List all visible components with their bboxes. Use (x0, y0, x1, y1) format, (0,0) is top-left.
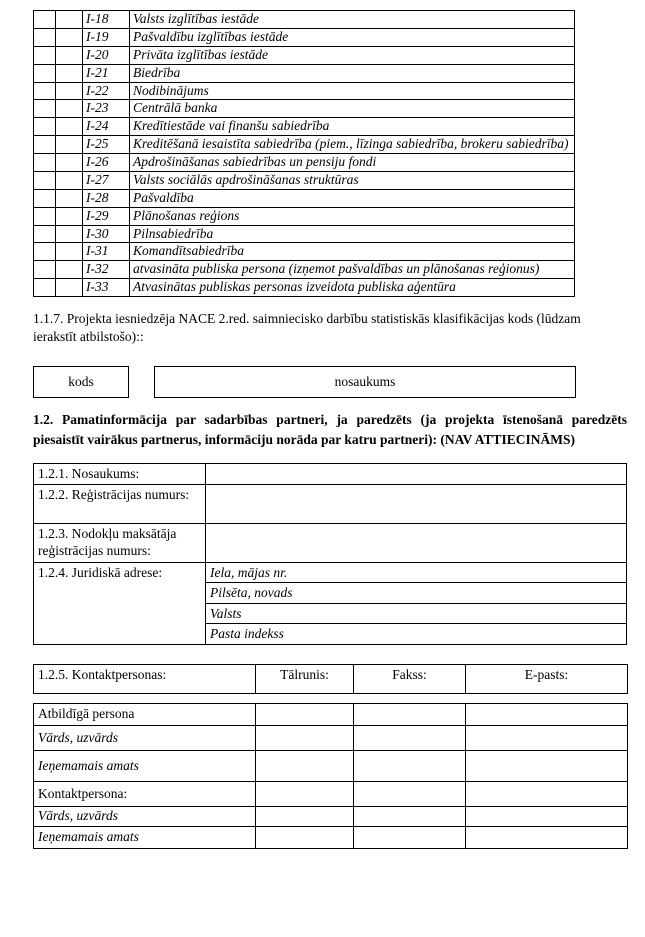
label-cell: Pilnsabiedrība (130, 225, 575, 243)
checkbox-cell[interactable] (34, 243, 56, 261)
table-row (34, 826, 628, 848)
input-cell[interactable] (256, 725, 354, 750)
checkbox-cell[interactable] (34, 154, 56, 172)
code-cell: I-26 (83, 154, 130, 172)
table-row (34, 100, 575, 118)
table-row (34, 261, 575, 279)
label-cell: Atvasinātas publiskas personas izveidota publiska aģentūra (130, 279, 575, 297)
row-label-vards-uzvards: Vārds, uzvārds (34, 725, 256, 750)
institution-type-table (33, 10, 575, 297)
header-epasts: E-pasts: (466, 664, 628, 693)
table-row (34, 64, 575, 82)
code-cell: I-33 (83, 279, 130, 297)
checkbox-cell[interactable] (34, 171, 56, 189)
checkbox-cell[interactable] (34, 189, 56, 207)
checkbox-cell[interactable] (56, 118, 83, 136)
checkbox-cell[interactable] (34, 11, 56, 29)
address-sublabel-iela[interactable]: Iela, mājas nr. (206, 562, 627, 583)
checkbox-cell[interactable] (56, 136, 83, 154)
address-sublabel-valsts[interactable]: Valsts (206, 603, 627, 624)
checkbox-cell[interactable] (56, 46, 83, 64)
nace-code-paragraph: 1.1.7. Projekta iesniedzēja NACE 2.red. saimniecisko darbību statistiskās klasifikācijas kods (lūdzam ierakstīt atbilstošo):: (33, 311, 581, 344)
code-cell: I-20 (83, 46, 130, 64)
nace-code-boxes (33, 366, 627, 398)
checkbox-cell[interactable] (56, 64, 83, 82)
kods-box[interactable] (33, 366, 129, 398)
field-label-juridiska-adrese: 1.2.4. Juridiskā adrese: (34, 562, 206, 644)
contacts-body-table (33, 703, 628, 849)
input-cell[interactable] (206, 484, 627, 523)
table-row (34, 781, 628, 806)
code-cell: I-27 (83, 171, 130, 189)
table-row (34, 82, 575, 100)
checkbox-cell[interactable] (56, 189, 83, 207)
table-row (34, 664, 628, 693)
input-cell[interactable] (206, 523, 627, 562)
table-row (34, 118, 575, 136)
table-row (34, 703, 628, 725)
label-cell: Pašvaldība (130, 189, 575, 207)
input-cell[interactable] (354, 781, 466, 806)
label-cell: atvasināta publiska persona (izņemot pašvaldības un plānošanas reģionus) (130, 261, 575, 279)
checkbox-cell[interactable] (56, 207, 83, 225)
table-row (34, 136, 575, 154)
kods-label: kods (68, 374, 94, 390)
table-row (34, 154, 575, 172)
label-cell: Plānošanas reģions (130, 207, 575, 225)
row-label-atbildiga-persona: Atbildīgā persona (34, 703, 256, 725)
checkbox-cell[interactable] (34, 136, 56, 154)
table-row (34, 463, 627, 484)
input-cell[interactable] (256, 750, 354, 781)
header-fakss: Fakss: (354, 664, 466, 693)
section-12-heading: 1.2. Pamatinformācija par sadarbības partneri, ja paredzēts (ja projekta īstenošanā paredzēts piesaistīt vairākus partnerus, informāciju norāda par katru partneri): (NAV ATTIECINĀMS) (33, 412, 627, 447)
row-label-kontaktpersona: Kontaktpersona: (34, 781, 256, 806)
label-cell: Privāta izglītības iestāde (130, 46, 575, 64)
label-cell: Centrālā banka (130, 100, 575, 118)
checkbox-cell[interactable] (56, 154, 83, 172)
table-row (34, 189, 575, 207)
input-cell[interactable] (256, 826, 354, 848)
header-talrunis: Tālrunis: (256, 664, 354, 693)
label-cell: Pašvaldību izglītības iestāde (130, 28, 575, 46)
input-cell[interactable] (354, 826, 466, 848)
code-cell: I-23 (83, 100, 130, 118)
code-cell: I-19 (83, 28, 130, 46)
label-cell: Apdrošināšanas sabiedrības un pensiju fondi (130, 154, 575, 172)
table-row (34, 725, 628, 750)
input-cell[interactable] (354, 806, 466, 826)
header-kontaktpersonas: 1.2.5. Kontaktpersonas: (34, 664, 256, 693)
checkbox-cell[interactable] (34, 82, 56, 100)
checkbox-cell[interactable] (56, 11, 83, 29)
checkbox-cell[interactable] (34, 279, 56, 297)
checkbox-cell[interactable] (34, 46, 56, 64)
nosaukums-label: nosaukums (334, 374, 396, 390)
code-cell: I-21 (83, 64, 130, 82)
checkbox-cell[interactable] (56, 82, 83, 100)
input-cell[interactable] (466, 725, 628, 750)
code-cell: I-22 (83, 82, 130, 100)
label-cell: Kredītiestāde vai finanšu sabiedrība (130, 118, 575, 136)
input-cell[interactable] (256, 703, 354, 725)
nosaukums-box[interactable] (154, 366, 576, 398)
table-row (34, 243, 575, 261)
row-label-ienemamais-amats: Ieņemamais amats (34, 826, 256, 848)
input-cell[interactable] (206, 463, 627, 484)
input-cell[interactable] (354, 725, 466, 750)
code-cell: I-30 (83, 225, 130, 243)
field-label-nodoklu-numurs: 1.2.3. Nodokļu maksātāja reģistrācijas numurs: (34, 523, 206, 562)
contacts-header-table (33, 664, 628, 694)
table-row (34, 806, 628, 826)
table-row (34, 171, 575, 189)
input-cell[interactable] (466, 781, 628, 806)
checkbox-cell[interactable] (56, 261, 83, 279)
table-row (34, 46, 575, 64)
checkbox-cell[interactable] (56, 225, 83, 243)
checkbox-cell[interactable] (34, 118, 56, 136)
input-cell[interactable] (466, 826, 628, 848)
checkbox-cell[interactable] (34, 100, 56, 118)
address-sublabel-pasta-indekss[interactable]: Pasta indekss (206, 624, 627, 645)
partner-info-table (33, 463, 627, 645)
code-cell: I-31 (83, 243, 130, 261)
checkbox-cell[interactable] (34, 225, 56, 243)
input-cell[interactable] (354, 750, 466, 781)
label-cell: Valsts sociālās apdrošināšanas struktūras (130, 171, 575, 189)
input-cell[interactable] (256, 806, 354, 826)
label-cell: Valsts izglītības iestāde (130, 11, 575, 29)
input-cell[interactable] (354, 703, 466, 725)
checkbox-cell[interactable] (34, 207, 56, 225)
table-row (34, 11, 575, 29)
checkbox-cell[interactable] (56, 28, 83, 46)
checkbox-cell[interactable] (56, 243, 83, 261)
table-row (34, 523, 627, 562)
checkbox-cell[interactable] (56, 100, 83, 118)
checkbox-cell[interactable] (56, 171, 83, 189)
code-cell: I-24 (83, 118, 130, 136)
address-sublabel-pilseta[interactable]: Pilsēta, novads (206, 583, 627, 604)
label-cell: Nodibinājums (130, 82, 575, 100)
row-label-vards-uzvards: Vārds, uzvārds (34, 806, 256, 826)
code-cell: I-18 (83, 11, 130, 29)
code-cell: I-28 (83, 189, 130, 207)
input-cell[interactable] (466, 703, 628, 725)
label-cell: Kreditēšanā iesaistīta sabiedrība (piem., līzinga sabiedrība, brokeru sabiedrība) (130, 136, 575, 154)
table-row (34, 484, 627, 523)
label-cell: Komandītsabiedrība (130, 243, 575, 261)
field-label-registracijas-numurs: 1.2.2. Reģistrācijas numurs: (34, 484, 206, 523)
checkbox-cell[interactable] (56, 279, 83, 297)
table-row (34, 207, 575, 225)
input-cell[interactable] (256, 781, 354, 806)
input-cell[interactable] (466, 750, 628, 781)
table-row (34, 750, 628, 781)
table-row (34, 562, 627, 583)
table-row (34, 279, 575, 297)
code-cell: I-29 (83, 207, 130, 225)
code-cell: I-25 (83, 136, 130, 154)
label-cell: Biedrība (130, 64, 575, 82)
table-row (34, 225, 575, 243)
field-label-nosaukums: 1.2.1. Nosaukums: (34, 463, 206, 484)
row-label-ienemamais-amats: Ieņemamais amats (34, 750, 256, 781)
checkbox-cell[interactable] (34, 64, 56, 82)
input-cell[interactable] (466, 806, 628, 826)
code-cell: I-32 (83, 261, 130, 279)
checkbox-cell[interactable] (34, 28, 56, 46)
checkbox-cell[interactable] (34, 261, 56, 279)
table-row (34, 28, 575, 46)
